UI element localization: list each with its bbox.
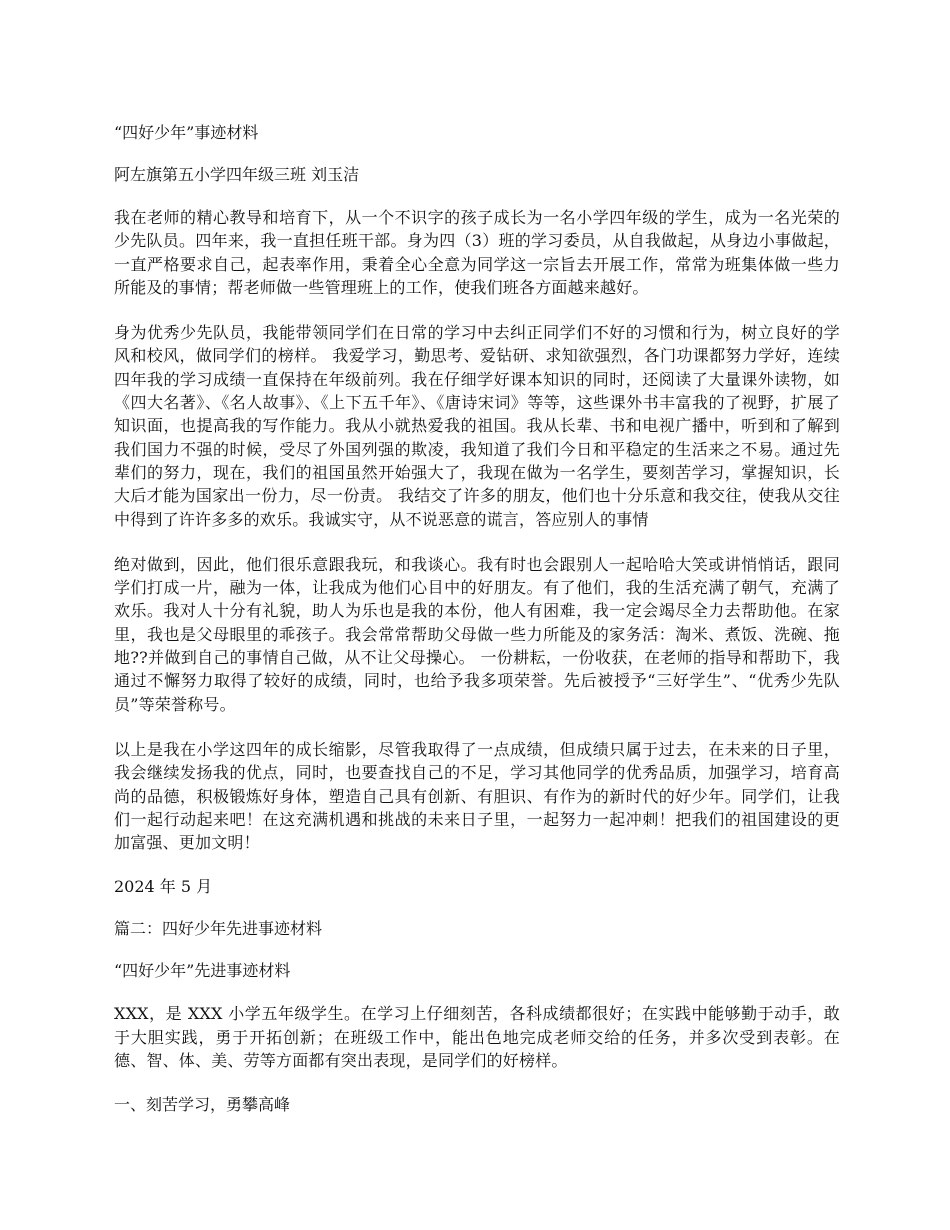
paragraph-4: 以上是我在小学这四年的成长缩影，尽管我取得了一点成绩，但成绩只属于过去，在未来的日子里，我会继续发扬我的优点，同时，也要查找自己的不足，学习其他同学的优秀品质，加强学习，培育高尚的品德，积极锻炼好身体，塑造自己具有创新、有胆识、有作为的新时代的好少年。同学们，让我们一起行动起来吧！在这充满机遇和挑战的未来日子里，一起努力一起冲刺！把我们的祖国建设的更加富强、更加文明！ bbox=[114, 739, 840, 853]
paragraph-2: 身为优秀少先队员，我能带领同学们在日常的学习中去纠正同学们不好的习惯和行为，树立良好的学风和校风，做同学们的榜样。 我爱学习，勤思考、爱钻研、求知欲强烈，各门功课都努力学好，连续四年我的学习成绩一直保持在年级前列。我在仔细学好课本知识的同时，还阅读了大量课外读物，如《四大名著》、《名人故事》、《上下五千年》、《唐诗宋词》等等，这些课外书丰富我的了视野，扩展了知识面，也提高我的写作能力。我从小就热爱我的祖国。我从长辈、书和电视广播中，听到和了解到我们国力不强的时候，受尽了外国列强的欺凌，我知道了我们今日和平稳定的生活来之不易。通过先辈们的努力，现在，我们的祖国虽然开始强大了，我现在做为一名学生，要刻苦学习，掌握知识，长大后才能为国家出一份力，尽一份责。 我结交了许多的朋友，他们也十分乐意和我交往，使我从交往中得到了许许多多的欢乐。我诚实守，从不说恶意的谎言，答应别人的事情 bbox=[114, 323, 840, 529]
subheading-1: 一、刻苦学习，勇攀高峰 bbox=[114, 1095, 291, 1115]
section-2-title: “四好少年”先进事迹材料 bbox=[114, 961, 291, 981]
document-title: “四好少年”事迹材料 bbox=[114, 123, 259, 142]
paragraph-3: 绝对做到，因此，他们很乐意跟我玩，和我谈心。我有时也会跟别人一起哈哈大笑或讲悄悄话，跟同学们打成一片，融为一体，让我成为他们心目中的好朋友。有了他们，我的生活充满了朝气，充满了欢乐。我对人十分有礼貌，助人为乐也是我的本份，他人有困难，我一定会竭尽全力去帮助他。在家里，我也是父母眼里的乖孩子。我会常常帮助父母做一些力所能及的家务活：淘米、煮饭、洗碗、拖地??并做到自己的事情自己做，从不让父母操心。 一份耕耘，一份收获，在老师的指导和帮助下，我通过不懈努力取得了较好的成绩，同时，也给予我多项荣誉。先后被授予“三好学生”、“优秀少先队员”等荣誉称号。 bbox=[114, 554, 840, 714]
document-page bbox=[114, 122, 840, 1136]
section-2-heading: 篇二：四好少年先进事迹材料 bbox=[114, 919, 323, 939]
section-2-paragraph: XXX，是 XXX 小学五年级学生。在学习上仔细刻苦，各科成绩都很好；在实践中能够勤于动手，敢于大胆实践，勇于开拓创新；在班级工作中，能出色地完成老师交给的任务，并多次受到表彰。在德、智、体、美、劳等方面都有突出表现，是同学们的好榜样。 bbox=[114, 1004, 840, 1071]
paragraph-1: 我在老师的精心教导和培育下，从一个不识字的孩子成长为一名小学四年级的学生，成为一名光荣的少先队员。四年来，我一直担任班干部。身为四（3）班的学习委员，从自我做起，从身边小事做起，一直严格要求自己，起表率作用，秉着全心全意为同学这一宗旨去开展工作，常常为班集体做一些力所能及的事情；帮老师做一些管理班上的工作，使我们班各方面越来越好。 bbox=[114, 208, 840, 297]
document-date: 2024 年 5 月 bbox=[114, 877, 213, 897]
author-line: 阿左旗第五小学四年级三班 刘玉洁 bbox=[114, 165, 360, 184]
